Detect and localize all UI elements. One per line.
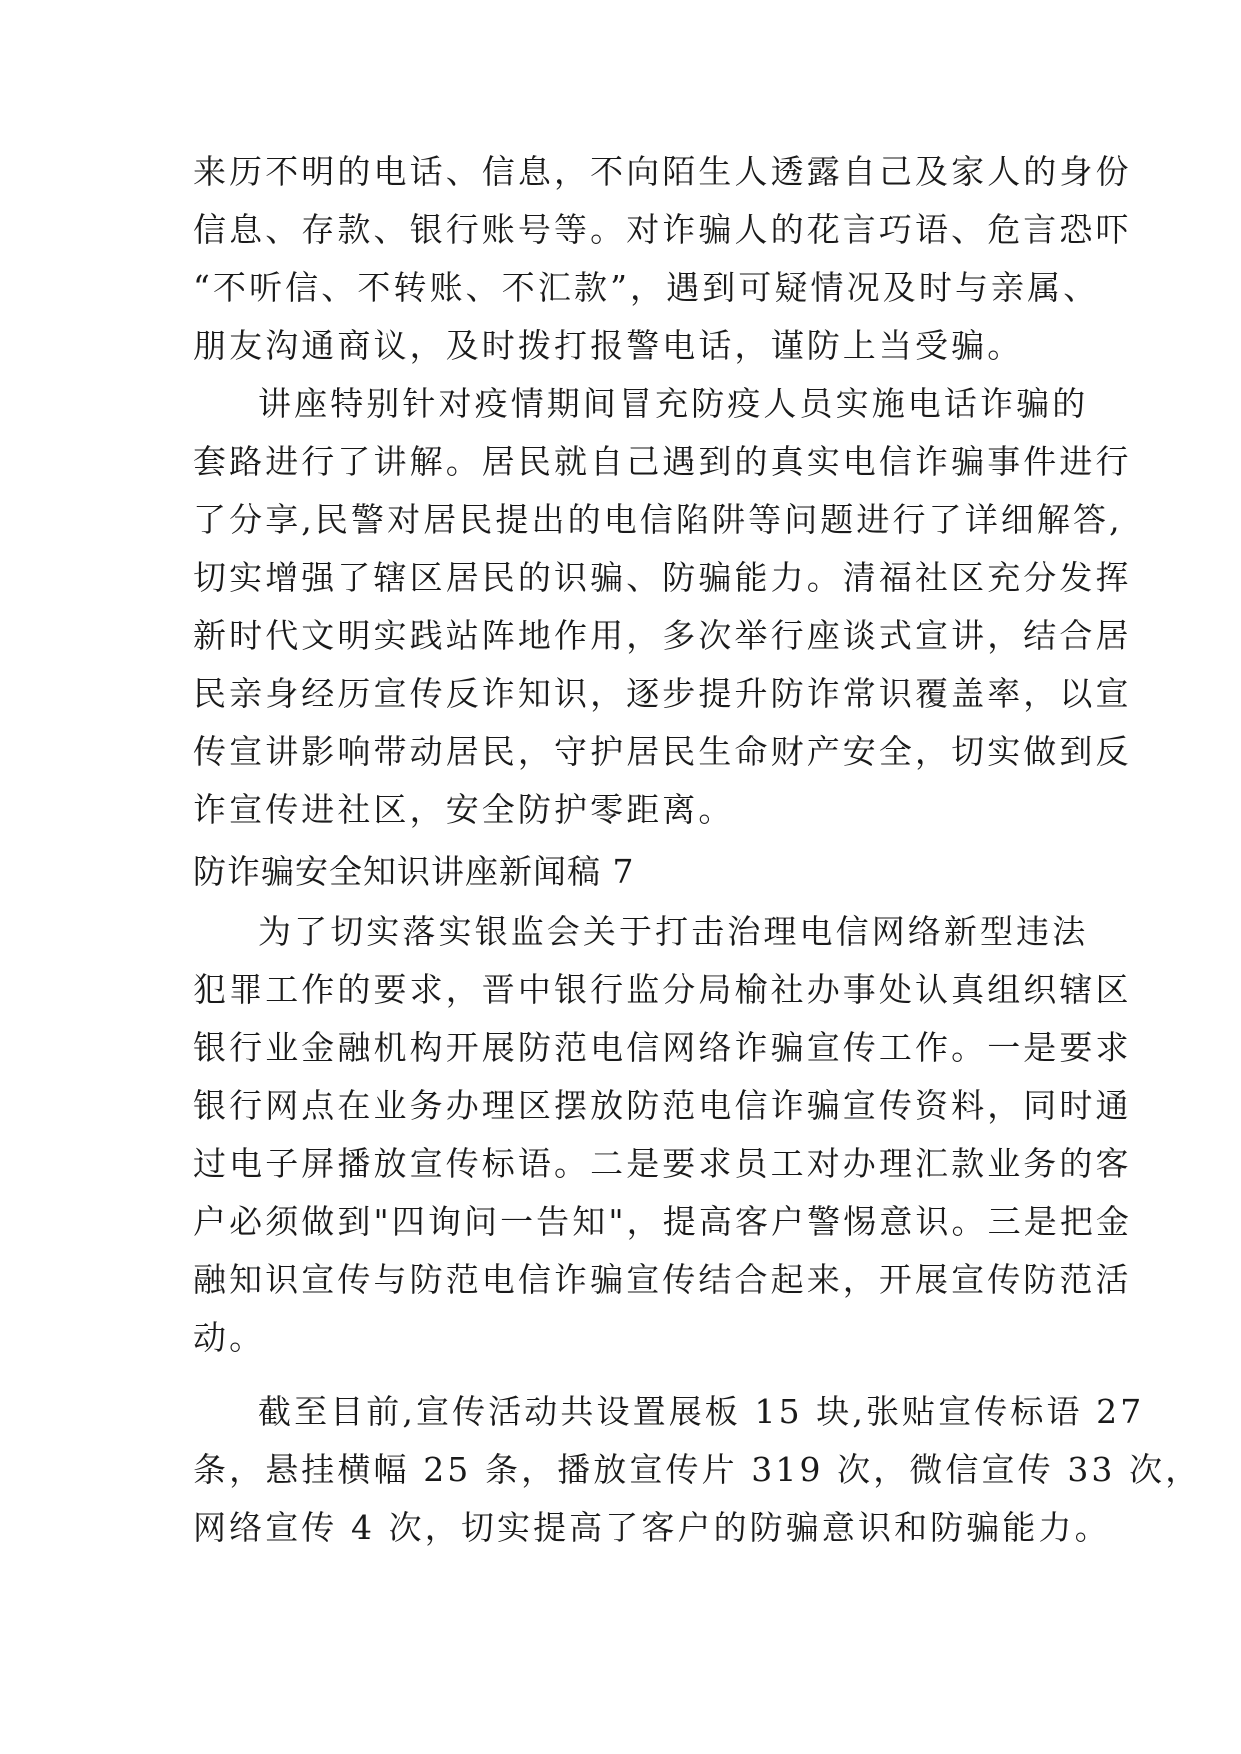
text-line: 切实增强了辖区居民的识骗、防骗能力。清福社区充分发挥 bbox=[193, 558, 1132, 597]
text-line: 为了切实落实银监会关于打击治理电信网络新型违法 bbox=[258, 912, 1089, 951]
text-line: 诈宣传进社区，安全防护零距离。 bbox=[193, 790, 735, 829]
text-line: 融知识宣传与防范电信诈骗宣传结合起来，开展宣传防范活 bbox=[193, 1260, 1132, 1299]
text-line: 动。 bbox=[193, 1318, 266, 1357]
text-line: 过电子屏播放宣传标语。二是要求员工对办理汇款业务的客 bbox=[193, 1144, 1132, 1183]
text-line: 信息、存款、银行账号等。对诈骗人的花言巧语、危言恐吓 bbox=[193, 210, 1132, 249]
text-line: 了分享,民警对居民提出的电信陷阱等问题进行了详细解答, bbox=[193, 500, 1123, 539]
text-line: 网络宣传 4 次，切实提高了客户的防骗意识和防骗能力。 bbox=[193, 1508, 1111, 1547]
section-heading: 防诈骗安全知识讲座新闻稿 7 bbox=[193, 852, 635, 891]
text-line: 传宣讲影响带动居民，守护居民生命财产安全，切实做到反 bbox=[193, 732, 1132, 771]
text-line: 朋友沟通商议，及时拨打报警电话，谨防上当受骗。 bbox=[193, 326, 1024, 365]
text-line: 犯罪工作的要求，晋中银行监分局榆社办事处认真组织辖区 bbox=[193, 970, 1132, 1009]
text-line: 户必须做到"四询问一告知"，提高客户警惕意识。三是把金 bbox=[193, 1202, 1133, 1241]
text-line: 银行业金融机构开展防范电信网络诈骗宣传工作。一是要求 bbox=[193, 1028, 1132, 1067]
text-line: “不听信、不转账、不汇款”，遇到可疑情况及时与亲属、 bbox=[193, 268, 1100, 307]
text-line: 银行网点在业务办理区摆放防范电信诈骗宣传资料，同时通 bbox=[193, 1086, 1132, 1125]
text-line: 来历不明的电话、信息，不向陌生人透露自己及家人的身份 bbox=[193, 152, 1132, 191]
text-line: 民亲身经历宣传反诈知识，逐步提升防诈常识覆盖率，以宣 bbox=[193, 674, 1132, 713]
text-line: 条，悬挂横幅 25 条，播放宣传片 319 次，微信宣传 33 次， bbox=[193, 1450, 1202, 1489]
text-line: 套路进行了讲解。居民就自己遇到的真实电信诈骗事件进行 bbox=[193, 442, 1132, 481]
text-line: 新时代文明实践站阵地作用，多次举行座谈式宣讲，结合居 bbox=[193, 616, 1132, 655]
text-line: 截至目前,宣传活动共设置展板 15 块,张贴宣传标语 27 bbox=[258, 1392, 1145, 1431]
text-line: 讲座特别针对疫情期间冒充防疫人员实施电话诈骗的 bbox=[258, 384, 1089, 423]
